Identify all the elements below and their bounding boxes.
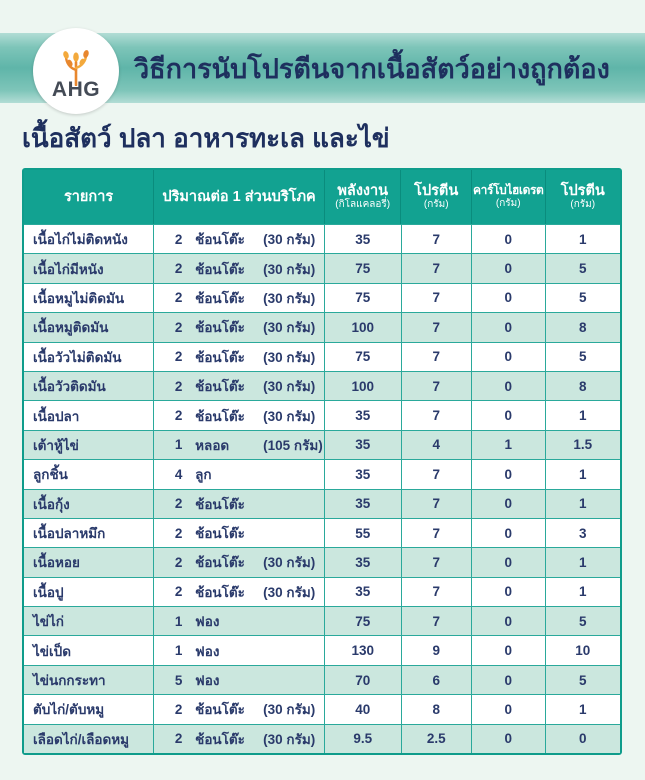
energy-cell: 55 [325, 519, 401, 547]
serving-qty: 1 [174, 643, 183, 659]
table-row [24, 253, 620, 282]
table-row [24, 312, 620, 341]
header-label: ปริมาณต่อ 1 ส่วนบริโภค [162, 188, 316, 205]
serving-note: (30 กรัม) [263, 232, 316, 248]
item-name-cell: เนื้อปู [24, 578, 154, 606]
energy-cell: 75 [325, 343, 401, 371]
energy-cell: 35 [325, 225, 401, 253]
table-row [24, 283, 620, 312]
serving-note: (105 กรัม) [263, 437, 323, 453]
serving-cell [154, 284, 325, 312]
serving-qty: 2 [174, 731, 183, 747]
table-row [24, 430, 620, 459]
protein-cell: 7 [402, 548, 473, 576]
protein-cell: 7 [402, 225, 473, 253]
protein2-cell: 5 [579, 613, 587, 629]
logo-text: AHG [51, 78, 101, 101]
table-body [24, 224, 620, 753]
serving-unit: ช้อนโต๊ะ [195, 702, 245, 718]
protein-cell: 7 [402, 401, 473, 429]
protein2-cell: 8 [579, 319, 587, 335]
carb-cell: 0 [472, 519, 545, 547]
serving-unit: ลูก [195, 467, 212, 483]
serving-qty: 2 [174, 496, 183, 512]
serving-note: (30 กรัม) [263, 408, 316, 424]
protein2-cell: 5 [579, 290, 587, 306]
serving-unit: ฟอง [195, 614, 220, 630]
serving-note: (30 กรัม) [263, 349, 316, 365]
protein2-cell: 1.5 [573, 437, 593, 453]
item-name-cell: เนื้อวัวไม่ติดมัน [24, 343, 154, 371]
carb-cell: 0 [472, 225, 545, 253]
serving-cell [154, 548, 325, 576]
carb-cell: 0 [472, 343, 545, 371]
protein2-cell: 3 [579, 525, 587, 541]
serving-note: (30 กรัม) [263, 555, 316, 571]
serving-qty: 5 [174, 672, 183, 688]
protein2-cell: 1 [579, 408, 587, 424]
ahg-logo [33, 28, 119, 114]
header-cell-3 [325, 170, 401, 224]
energy-cell: 40 [325, 695, 401, 723]
carb-cell: 0 [472, 607, 545, 635]
protein2-cell: 1 [579, 466, 587, 482]
carb-cell: 1 [472, 431, 545, 459]
energy-cell: 35 [325, 548, 401, 576]
serving-unit: ช้อนโต๊ะ [195, 349, 245, 365]
carb-cell: 0 [472, 490, 545, 518]
item-name-cell: เนื้อหมูติดมัน [24, 313, 154, 341]
protein-cell: 6 [402, 666, 473, 694]
serving-cell [154, 401, 325, 429]
serving-unit: ฟอง [195, 673, 220, 689]
serving-qty: 2 [174, 261, 183, 277]
section-title: เนื้อสัตว์ ปลา อาหารทะเล และไข่ [22, 123, 390, 153]
header-label: โปรตีน [560, 182, 605, 199]
table-row [24, 342, 620, 371]
carb-cell: 0 [472, 254, 545, 282]
serving-qty: 2 [174, 378, 183, 394]
serving-cell [154, 225, 325, 253]
energy-cell: 35 [325, 578, 401, 606]
table-row [24, 694, 620, 723]
nutrition-table [22, 168, 622, 755]
serving-cell [154, 695, 325, 723]
serving-cell [154, 607, 325, 635]
serving-unit: ฟอง [195, 643, 220, 659]
energy-cell: 9.5 [325, 725, 401, 753]
item-name-cell: เนื้อปลาหมึก [24, 519, 154, 547]
energy-cell: 75 [325, 254, 401, 282]
header-cell-5 [472, 170, 546, 224]
protein-cell: 7 [402, 284, 473, 312]
header-cell-6 [546, 170, 621, 224]
serving-qty: 2 [174, 554, 183, 570]
serving-unit: ช้อนโต๊ะ [195, 320, 245, 336]
header-label: โปรตีน [414, 182, 459, 199]
header-cell-1 [24, 170, 154, 224]
table-row [24, 635, 620, 664]
serving-unit: ช้อนโต๊ะ [195, 496, 245, 512]
serving-unit: ช้อนโต๊ะ [195, 379, 245, 395]
protein2-cell: 1 [579, 554, 587, 570]
serving-cell [154, 254, 325, 282]
energy-cell: 75 [325, 607, 401, 635]
carb-cell: 0 [472, 401, 545, 429]
serving-qty: 2 [174, 408, 183, 424]
serving-cell [154, 490, 325, 518]
item-name-cell: เนื้อกุ้ง [24, 490, 154, 518]
serving-unit: ช้อนโต๊ะ [195, 526, 245, 542]
serving-note: (30 กรัม) [263, 379, 316, 395]
item-name-cell: ไข่ไก่ [24, 607, 154, 635]
protein-cell: 7 [402, 460, 473, 488]
carb-cell: 0 [472, 548, 545, 576]
energy-cell: 130 [325, 636, 401, 664]
serving-qty: 4 [174, 466, 183, 482]
carb-cell: 0 [472, 666, 545, 694]
protein-cell: 7 [402, 313, 473, 341]
item-name-cell: เนื้อไก่ไม่ติดหนัง [24, 225, 154, 253]
serving-cell [154, 578, 325, 606]
serving-unit: ช้อนโต๊ะ [195, 232, 245, 248]
table-row [24, 400, 620, 429]
table-row [24, 724, 620, 753]
serving-unit: ช้อนโต๊ะ [195, 584, 245, 600]
protein-cell: 8 [402, 695, 473, 723]
header-sublabel: (กรัม) [495, 197, 521, 209]
item-name-cell: ไข่นกกระทา [24, 666, 154, 694]
carb-cell: 0 [472, 725, 545, 753]
table-row [24, 489, 620, 518]
serving-cell [154, 343, 325, 371]
protein2-cell: 1 [579, 701, 587, 717]
serving-qty: 1 [174, 613, 183, 629]
serving-note: (30 กรัม) [263, 290, 316, 306]
table-row [24, 371, 620, 400]
serving-qty: 2 [174, 349, 183, 365]
item-name-cell: เนื้อปลา [24, 401, 154, 429]
energy-cell: 75 [325, 284, 401, 312]
table-row [24, 459, 620, 488]
protein2-cell: 10 [575, 643, 591, 659]
energy-cell: 35 [325, 431, 401, 459]
header-cell-4 [401, 170, 472, 224]
protein2-cell: 1 [579, 496, 587, 512]
energy-cell: 35 [325, 460, 401, 488]
energy-cell: 35 [325, 401, 401, 429]
item-name-cell: เนื้อหอย [24, 548, 154, 576]
header-label: รายการ [63, 188, 114, 205]
header-sublabel: (กรัม) [570, 199, 596, 211]
protein-cell: 7 [402, 343, 473, 371]
serving-cell [154, 636, 325, 664]
serving-unit: ช้อนโต๊ะ [195, 408, 245, 424]
serving-qty: 2 [174, 319, 183, 335]
serving-unit: ช้อนโต๊ะ [195, 731, 245, 747]
item-name-cell: ไข่เป็ด [24, 636, 154, 664]
protein-cell: 7 [402, 490, 473, 518]
header-label: พลังงาน [337, 182, 389, 199]
serving-note: (30 กรัม) [263, 731, 316, 747]
serving-cell [154, 431, 325, 459]
energy-cell: 35 [325, 490, 401, 518]
table-row [24, 518, 620, 547]
table-row [24, 547, 620, 576]
table-header-row [24, 170, 620, 224]
serving-qty: 1 [174, 437, 183, 453]
protein2-cell: 1 [579, 584, 587, 600]
carb-cell: 0 [472, 313, 545, 341]
item-name-cell: ลูกชิ้น [24, 460, 154, 488]
protein-cell: 2.5 [402, 725, 473, 753]
protein2-cell: 8 [579, 378, 587, 394]
table-row [24, 577, 620, 606]
item-name-cell: ตับไก่/ตับหมู [24, 695, 154, 723]
energy-cell: 100 [325, 372, 401, 400]
protein-cell: 7 [402, 372, 473, 400]
protein2-cell: 5 [579, 672, 587, 688]
header-cell-2 [154, 170, 325, 224]
serving-cell [154, 519, 325, 547]
item-name-cell: เนื้อหมูไม่ติดมัน [24, 284, 154, 312]
protein-cell: 7 [402, 519, 473, 547]
carb-cell: 0 [472, 284, 545, 312]
carb-cell: 0 [472, 460, 545, 488]
item-name-cell: เนื้อวัวติดมัน [24, 372, 154, 400]
header-sublabel: (กรัม) [423, 199, 449, 211]
serving-cell [154, 666, 325, 694]
carb-cell: 0 [472, 636, 545, 664]
protein-cell: 9 [402, 636, 473, 664]
serving-qty: 2 [174, 290, 183, 306]
serving-note: (30 กรัม) [263, 584, 316, 600]
energy-cell: 100 [325, 313, 401, 341]
serving-unit: หลอด [195, 437, 230, 453]
serving-unit: ช้อนโต๊ะ [195, 290, 245, 306]
protein-cell: 4 [402, 431, 473, 459]
carb-cell: 0 [472, 372, 545, 400]
serving-qty: 2 [174, 231, 183, 247]
carb-cell: 0 [472, 695, 545, 723]
table-row [24, 665, 620, 694]
serving-cell [154, 725, 325, 753]
serving-unit: ช้อนโต๊ะ [195, 261, 245, 277]
serving-qty: 2 [174, 584, 183, 600]
serving-qty: 2 [174, 525, 183, 541]
serving-cell [154, 460, 325, 488]
protein-cell: 7 [402, 254, 473, 282]
serving-qty: 2 [174, 701, 183, 717]
item-name-cell: เนื้อไก่มีหนัง [24, 254, 154, 282]
table-row [24, 606, 620, 635]
table-row [24, 224, 620, 253]
serving-note: (30 กรัม) [263, 702, 316, 718]
protein2-cell: 0 [579, 731, 587, 747]
serving-cell [154, 313, 325, 341]
serving-note: (30 กรัม) [263, 261, 316, 277]
serving-unit: ช้อนโต๊ะ [195, 555, 245, 571]
serving-cell [154, 372, 325, 400]
header-sublabel: (กิโลแคลอรี่) [335, 199, 391, 211]
energy-cell: 70 [325, 666, 401, 694]
protein-cell: 7 [402, 607, 473, 635]
protein-cell: 7 [402, 578, 473, 606]
page-title: วิธีการนับโปรตีนจากเนื้อสัตว์อย่างถูกต้อง [134, 53, 610, 84]
item-name-cell: เต้าหู้ไข่ [24, 431, 154, 459]
protein2-cell: 1 [579, 231, 587, 247]
protein2-cell: 5 [579, 349, 587, 365]
protein2-cell: 5 [579, 261, 587, 277]
item-name-cell: เลือดไก่/เลือดหมู [24, 725, 154, 753]
serving-note: (30 กรัม) [263, 320, 316, 336]
carb-cell: 0 [472, 578, 545, 606]
header-label: คาร์โบไฮเดรต [473, 183, 544, 198]
